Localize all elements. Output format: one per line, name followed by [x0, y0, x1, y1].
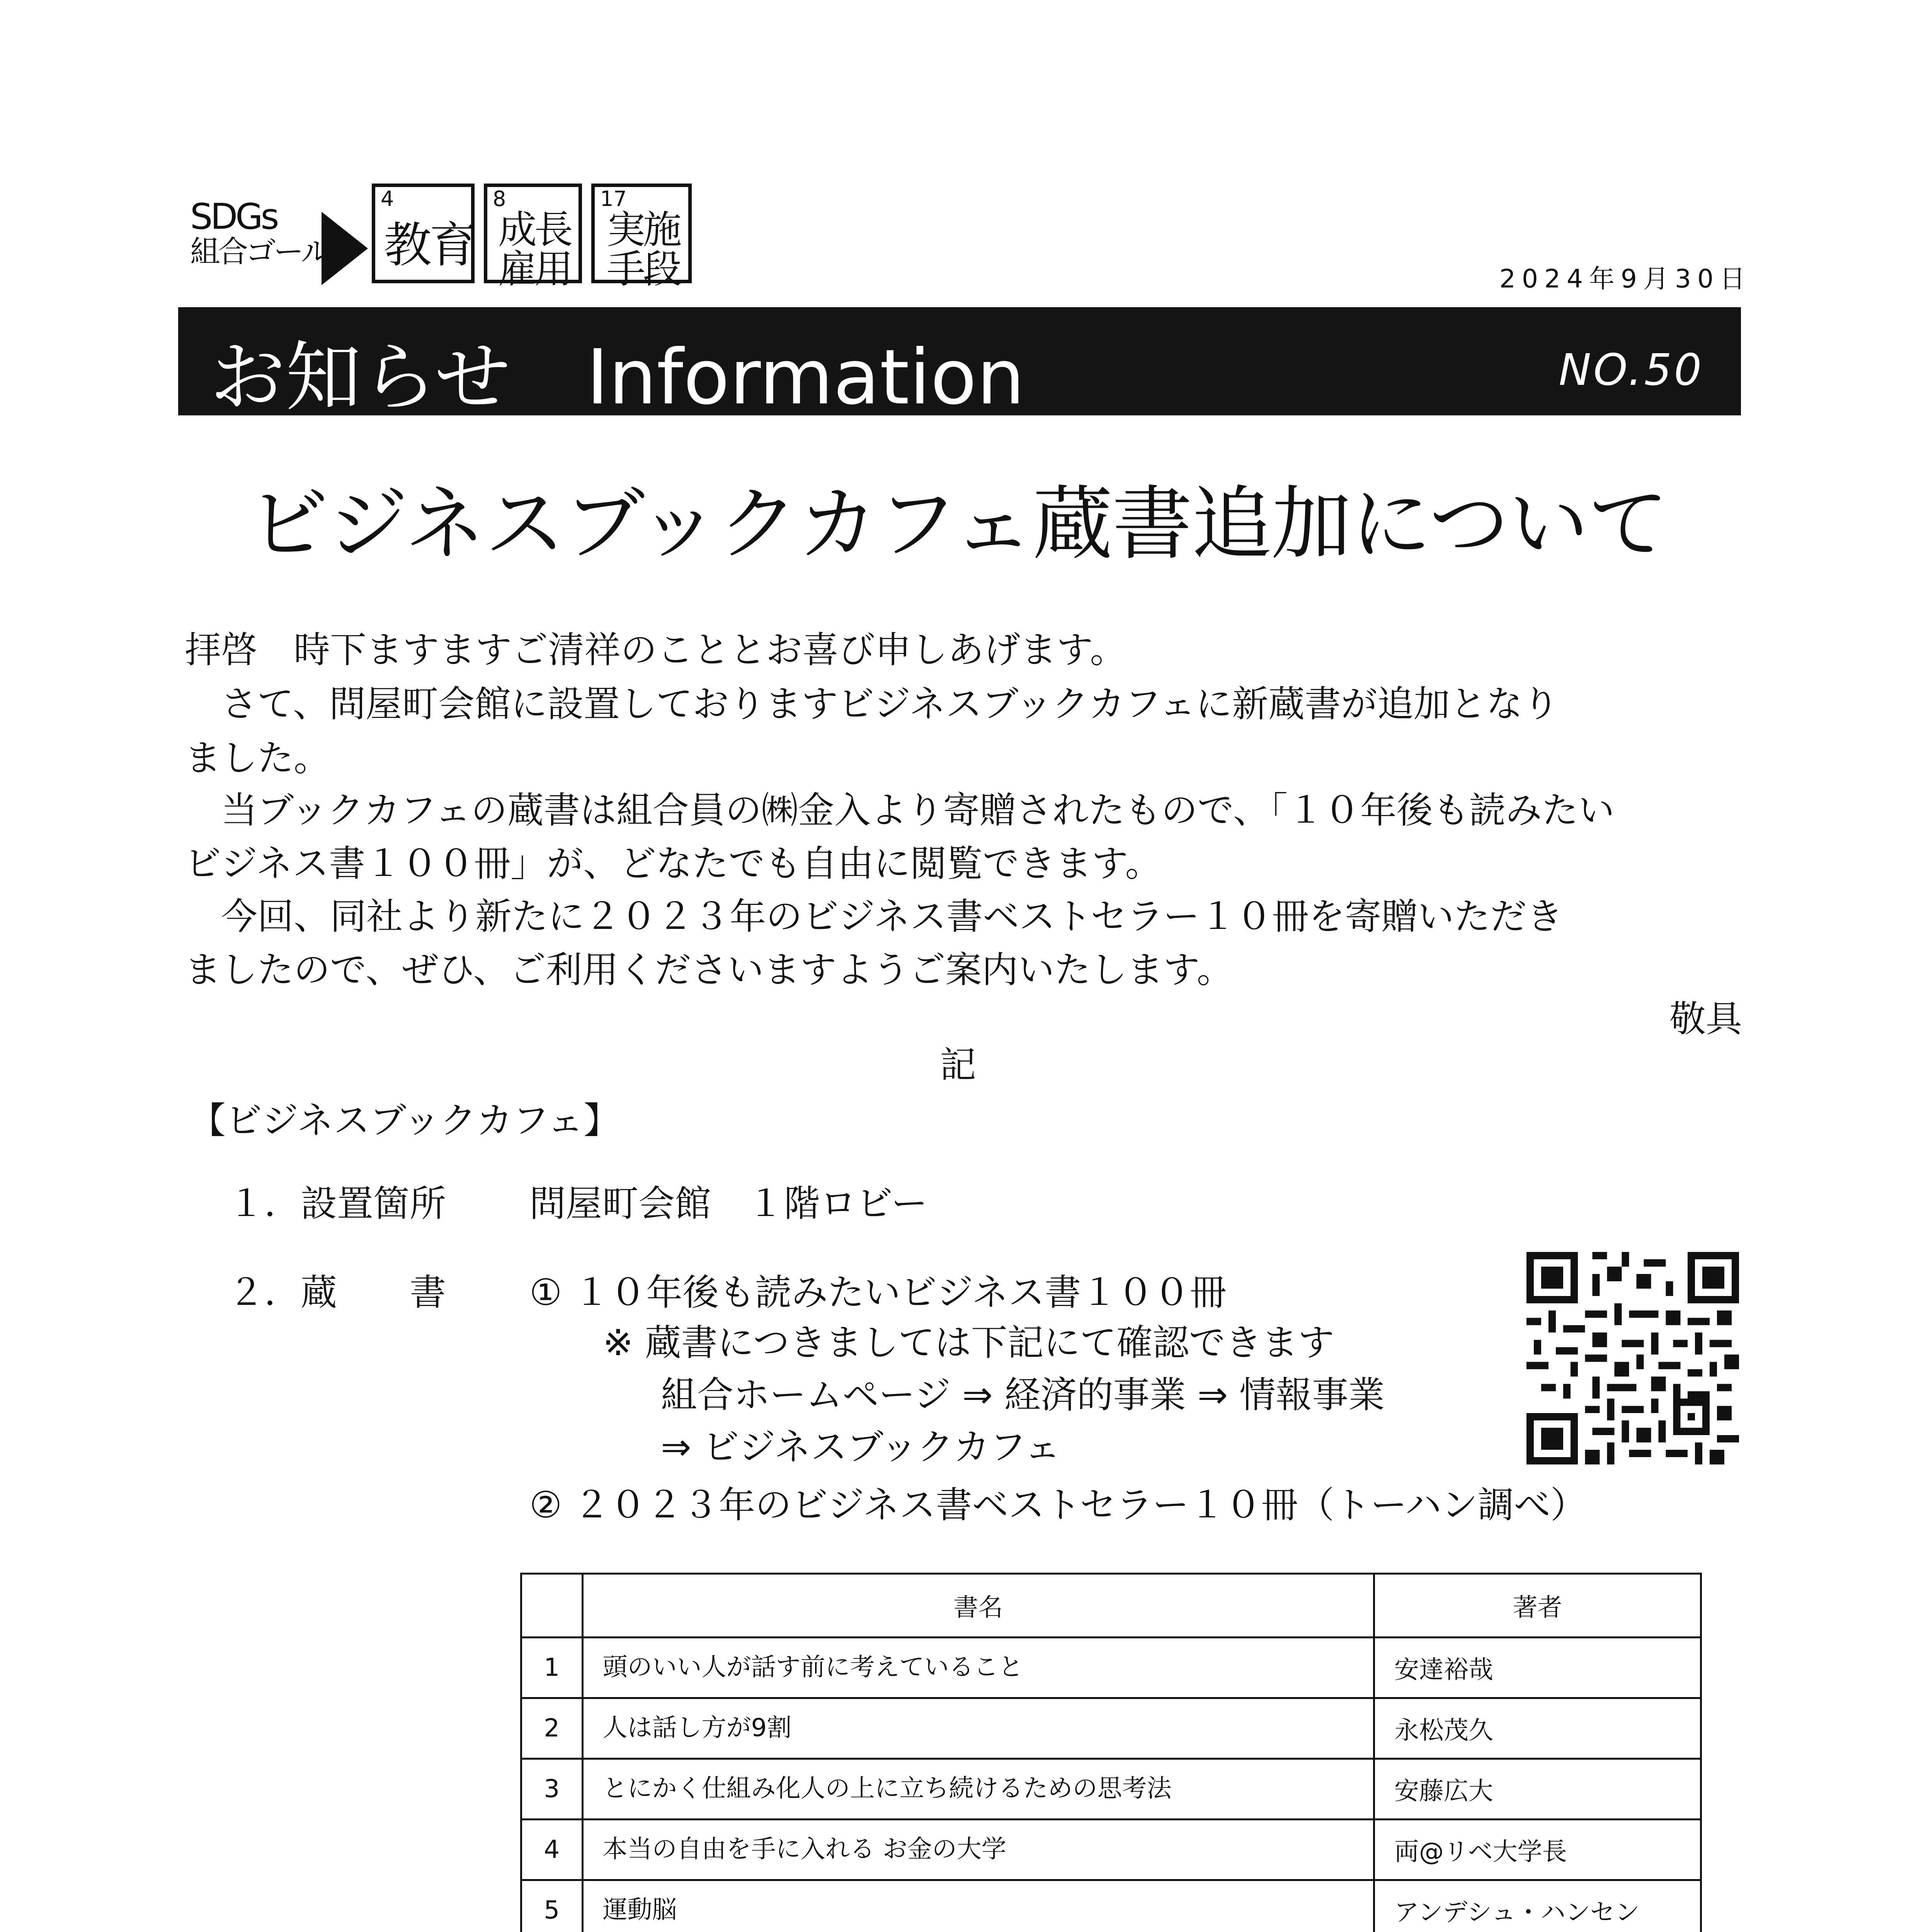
row-author: アンデシュ・ハンセン	[1374, 1880, 1701, 1932]
row-author: 両@リベ大学長	[1374, 1820, 1701, 1880]
books-label: ２．蔵 書	[228, 1272, 446, 1314]
row-no: 2	[521, 1698, 583, 1759]
section-title: 【ビジネスブックカフェ】	[189, 1100, 620, 1142]
goal-number: 8	[493, 187, 506, 211]
goal-text: 教育	[384, 218, 475, 273]
triangle-arrow-icon	[322, 212, 368, 285]
books-note-1: ※ 蔵書につきましては下記にて確認できます	[603, 1322, 1334, 1364]
info-banner	[178, 307, 1741, 422]
paragraph-3-line1: 今回、同社より新たに２０２３年のビジネス書ベストセラー１０冊を寄贈いただき	[185, 896, 1563, 938]
page-title: ビジネスブックカフェ蔵書追加について	[248, 478, 1668, 571]
table-row	[521, 1759, 1701, 1820]
sdgs-label-line2: 組合ゴール	[190, 235, 329, 269]
header-title: 書名	[582, 1574, 1374, 1638]
books-item-2: ② ２０２３年のビジネス書ベストセラー１０冊（トーハン調べ）	[529, 1484, 1587, 1526]
table-row	[521, 1638, 1701, 1698]
sdgs-goal-8	[484, 184, 582, 292]
paragraph-3-line2: ましたので、ぜひ、ご利用くださいますようご案内いたします。	[185, 949, 1233, 991]
row-author: 安藤広大	[1374, 1759, 1701, 1820]
goal-number: 17	[600, 187, 627, 211]
goal-number: 4	[381, 187, 394, 211]
row-title: 人は話し方が9割	[582, 1698, 1374, 1759]
goal-text	[603, 207, 683, 292]
table-row	[521, 1820, 1701, 1880]
books-note-3: ⇒ ビジネスブックカフェ	[661, 1426, 1061, 1468]
goal-text-line2: 手段	[607, 247, 679, 292]
issue-date: 2024年9月30日	[1499, 264, 1751, 294]
header-no	[521, 1574, 583, 1638]
row-no: 3	[521, 1759, 583, 1820]
greeting: 拝啓 時下ますますご清祥のこととお喜び申しあげます。	[185, 629, 1126, 671]
row-author: 永松茂久	[1374, 1698, 1701, 1759]
row-no: 5	[521, 1880, 583, 1932]
paragraph-2-line2: ビジネス書１００冊」が、どなたでも自由に閲覧できます。	[185, 843, 1162, 885]
paragraph-1-line2: ました。	[185, 737, 330, 779]
sdgs-goal-17	[591, 184, 692, 292]
closing: 敬具	[1669, 998, 1742, 1040]
table-row	[521, 1698, 1701, 1759]
header-author: 著者	[1374, 1574, 1701, 1638]
row-no: 4	[521, 1820, 583, 1880]
row-title: 運動脳	[582, 1880, 1374, 1932]
location-value: 問屋町会館 １階ロビー	[529, 1183, 928, 1225]
goal-text-line2: 雇用	[498, 247, 571, 292]
goal-text-line1: 実施	[607, 207, 679, 252]
paragraph-2-line1: 当ブックカフェの蔵書は組合員の㈱金入より寄贈されたもので、「１０年後も読みたい	[185, 789, 1615, 832]
table-row	[521, 1880, 1701, 1932]
ki-mark: 記	[939, 1044, 976, 1086]
table-header-row	[521, 1574, 1701, 1638]
qr-code-icon[interactable]	[1526, 1252, 1739, 1464]
sdgs-label	[190, 196, 329, 269]
goal-text	[496, 207, 573, 292]
row-author: 安達裕哉	[1374, 1638, 1701, 1698]
banner-number: NO.50	[1559, 345, 1704, 395]
goal-text-line1: 成長	[498, 207, 571, 252]
row-title: とにかく仕組み化人の上に立ち続けるための思考法	[582, 1759, 1374, 1820]
books-note-2: 組合ホームページ ⇒ 経済的事業 ⇒ 情報事業	[661, 1374, 1385, 1416]
bestseller-table	[520, 1573, 1702, 1932]
row-title: 頭のいい人が話す前に考えていること	[582, 1638, 1374, 1698]
sdgs-goal-4	[372, 184, 475, 283]
paragraph-1-line1: さて、問屋町会館に設置しておりますビジネスブックカフェに新蔵書が追加となり	[185, 683, 1559, 725]
sdgs-label-line1: SDGs	[190, 196, 277, 237]
banner-title: お知らせ Information	[210, 333, 1025, 422]
row-no: 1	[521, 1638, 583, 1698]
books-item-1: ① １０年後も読みたいビジネス書１００冊	[529, 1272, 1227, 1314]
row-title: 本当の自由を手に入れる お金の大学	[582, 1820, 1374, 1880]
location-label: １．設置箇所	[228, 1183, 446, 1225]
